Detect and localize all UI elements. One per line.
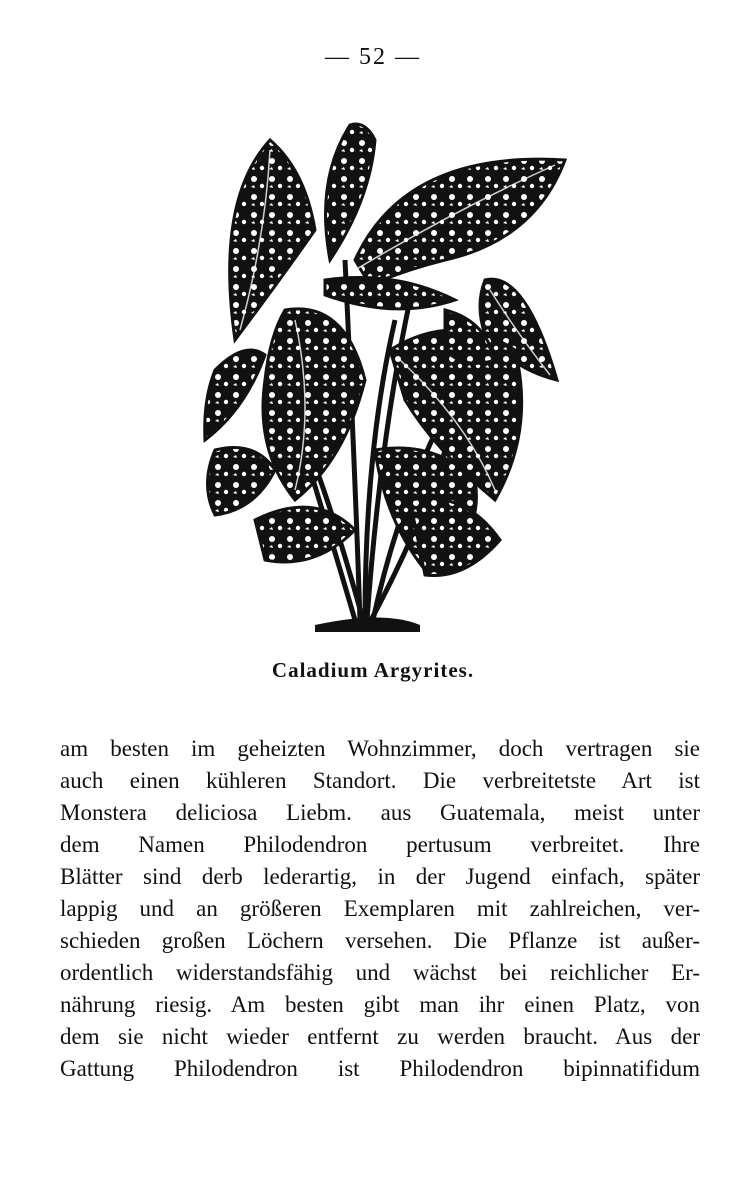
caladium-plant-illustration [195,120,570,640]
text-line: dem sie nicht wieder entfernt zu werden braucht. Aus der [60,1024,700,1049]
text-line: schieden großen Löchern versehen. Die Pflanze ist außer- [60,928,700,953]
page-number: — 52 — [325,44,421,70]
text-line: lappig und an größeren Exemplaren mit zahlreichen, ver- [60,896,700,921]
text-line: auch einen kühleren Standort. Die verbreitetste Art ist [60,768,700,793]
text-line: Monstera deliciosa Liebm. aus Guatemala, meist unter [60,800,700,825]
text-line: nährung riesig. Am besten gibt man ihr einen Platz, von [60,992,700,1017]
text-line: Blätter sind derb lederartig, in der Jugend einfach, später [60,864,700,889]
text-line: Gattung Philodendron ist Philodendron bipinnatifidum [60,1056,700,1081]
text-line: ordentlich widerstandsfähig und wächst bei reichlicher Er- [60,960,700,985]
body-text [60,733,700,1085]
figure-caption: Caladium Argyrites. [271,658,475,682]
text-line: dem Namen Philodendron pertusum verbreitet. Ihre [60,832,700,857]
text-line: am besten im geheizten Wohnzimmer, doch vertragen sie [60,736,700,761]
